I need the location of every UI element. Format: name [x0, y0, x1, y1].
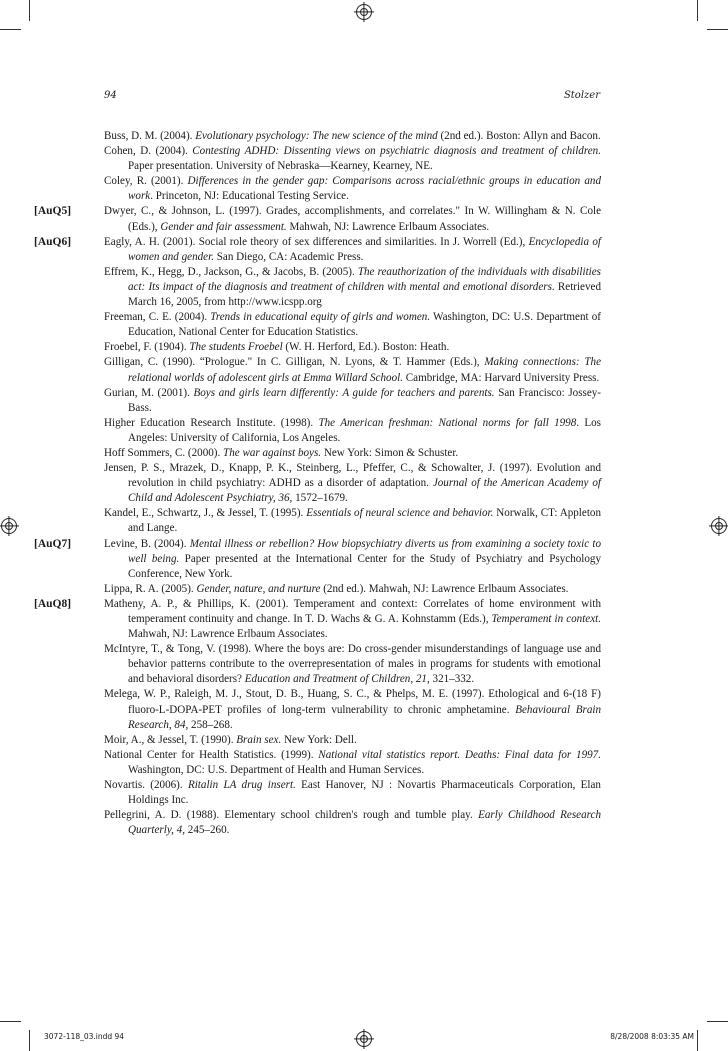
reference-text: Washington, DC: U.S. Department of Education, National Center for Education Statistics.	[128, 311, 601, 339]
reference-entry	[34, 537, 602, 582]
reference-title: Essentials of neural science and behavior.	[306, 507, 494, 520]
crop-mark	[29, 0, 30, 21]
crop-mark	[707, 29, 728, 30]
registration-mark-icon	[356, 4, 372, 20]
reference-text: San Diego, CA: Academic Press.	[213, 250, 364, 263]
reference-text: 258–268.	[188, 718, 233, 731]
reference-entry	[104, 310, 601, 340]
reference-text: Higher Education Research Institute. (1998).	[104, 416, 319, 429]
reference-text: Cohen, D. (2004).	[104, 145, 193, 158]
crop-mark	[707, 1021, 728, 1022]
reference-title: Brain sex.	[236, 733, 282, 746]
reference-entry	[104, 446, 601, 461]
reference-entry	[34, 204, 601, 234]
reference-text: Washington, DC: U.S. Department of Health and Human Services.	[128, 763, 425, 776]
reference-text: Lippa, R. A. (2005).	[104, 582, 197, 595]
reference-entry	[104, 582, 601, 597]
reference-entry	[104, 355, 601, 385]
reference-title: Temperament in context.	[491, 613, 601, 625]
reference-text: Levine, B. (2004).	[104, 537, 190, 550]
file-info: 3072-118_03.indd 94	[44, 1032, 125, 1041]
reference-text: Effrem, K., Hegg, D., Jackson, G., & Jacobs, B. (2005).	[104, 265, 358, 278]
reference-text: Kandel, E., Schwartz, J., & Jessel, T. (1995).	[104, 507, 307, 520]
crop-mark	[29, 1030, 30, 1051]
reference-title: The war against boys.	[223, 446, 322, 459]
reference-list	[34, 129, 602, 838]
reference-title: Evolutionary psychology: The new science of the mind	[195, 130, 438, 142]
reference-text: Coley, R. (2001).	[104, 175, 188, 188]
reference-entry	[104, 144, 601, 174]
reference-entry	[34, 235, 601, 265]
reference-text: . Retrieved March 16, 2005, from http://www.icspp.org	[128, 280, 601, 309]
registration-mark-icon	[1, 518, 17, 534]
reference-entry	[104, 416, 601, 446]
reference-text: Freeman, C. E. (2004).	[104, 311, 211, 324]
reference-entry	[104, 748, 601, 778]
reference-text: Cambridge, MA: Harvard University Press.	[402, 371, 600, 384]
reference-text: Paper presented at the International Center for the Study of Psychiatry and Psychology Conference, New York.	[128, 552, 602, 580]
reference-text: Norwalk, CT: Appleton and Lange.	[128, 507, 601, 535]
reference-text: Paper presentation. University of Nebraska—Kearney, Kearney, NE.	[128, 160, 433, 173]
reference-text: Pellegrini, A. D. (1988). Elementary school children's rough and tumble play.	[104, 809, 479, 822]
reference-text: 1572–1679.	[292, 492, 348, 505]
reference-entry	[104, 506, 601, 536]
reference-title: Behavioural Brain Research, 84,	[128, 703, 602, 731]
reference-text: Novartis. (2006).	[104, 779, 188, 792]
crop-mark	[697, 0, 698, 21]
reference-entry	[34, 597, 601, 642]
reference-text: Buss, D. M. (2004).	[104, 130, 196, 142]
reference-title: Contesting ADHD: Dissenting views on psychiatric diagnosis and treatment of children.	[192, 145, 601, 158]
reference-text: (2nd ed.). Mahwah, NJ: Lawrence Erlbaum Associates.	[320, 582, 569, 595]
reference-text: Mahwah, NJ: Lawrence Erlbaum Associates.	[128, 628, 328, 641]
page-number: 94	[104, 90, 117, 101]
page-footer	[44, 1032, 694, 1044]
reference-title: Making connections: The relational worlds of adolescent girls at Emma Willard School.	[128, 356, 601, 384]
reference-text: Jensen, P. S., Mrazek, D., Knapp, P. K., Steinberg, L., Pfeffer, C., & Schowalter, J. (1997). Evolution and revolution in child psychiatry: ADHD as a disorder of adaptation.	[104, 462, 601, 490]
reference-text: 245–260.	[185, 824, 230, 837]
reference-title: Boys and girls learn differently: A guide for teachers and parents.	[193, 386, 495, 399]
reference-title: Mental illness or rebellion? How biopsychiatry diverts us from examining a society toxic to well being.	[128, 537, 601, 565]
author-query-tag: [AuQ5]	[34, 205, 72, 218]
reference-text: Gilligan, C. (1990). “Prologue." In C. Gilligan, N. Lyons, & T. Hammer (Eds.),	[104, 356, 485, 369]
reference-text: New York: Dell.	[281, 733, 357, 746]
reference-text: Froebel, F. (1904).	[104, 341, 190, 354]
reference-title: Differences in the gender gap: Comparisons across racial/ethnic groups in education and work	[128, 175, 601, 203]
author-query-tag: [AuQ7]	[34, 537, 72, 550]
reference-title: Gender and fair assessment.	[160, 220, 287, 233]
reference-title: Education and Treatment of Children, 21,	[244, 673, 430, 686]
author-query-tag: [AuQ8]	[34, 597, 72, 610]
reference-text: San Francisco: Jossey-Bass.	[128, 386, 601, 414]
reference-text: (W. H. Herford, Ed.). Boston: Heath.	[282, 341, 450, 354]
crop-mark	[0, 1021, 21, 1022]
reference-text: Mahwah, NJ: Lawrence Erlbaum Associates.	[286, 220, 490, 233]
reference-text: (2nd ed.). Boston: Allyn and Bacon.	[437, 130, 601, 142]
reference-text: Eagly, A. H. (2001). Social role theory of sex differences and similarities. In J. Worrell (Ed.),	[104, 235, 529, 248]
reference-text: Hoff Sommers, C. (2000).	[104, 446, 224, 459]
reference-entry	[104, 808, 601, 838]
reference-title: The students Froebel	[189, 341, 283, 354]
reference-entry	[104, 461, 601, 506]
reference-entry	[104, 687, 601, 732]
timestamp: 8/28/2008 8:03:35 AM	[610, 1032, 694, 1041]
reference-text: Gurian, M. (2001).	[104, 386, 194, 399]
crop-mark	[697, 1030, 698, 1051]
reference-entry	[104, 174, 601, 204]
running-head: Stolzer	[563, 90, 600, 101]
registration-mark-icon	[711, 518, 727, 534]
reference-title: The reauthorization of the individuals with disabilities act: Its impact of the diagnosis and treatment of children with mental and emotional disorders	[128, 265, 601, 293]
reference-entry	[104, 386, 601, 416]
reference-entry	[104, 778, 601, 808]
reference-title: Early Childhood Research Quarterly, 4,	[128, 809, 602, 837]
reference-title: Ritalin LA drug insert.	[187, 779, 296, 792]
reference-title: Journal of the American Academy of Child and Adolescent Psychiatry, 36,	[128, 477, 601, 505]
reference-entry	[104, 642, 601, 687]
crop-mark	[0, 29, 21, 30]
reference-text: New York: Simon & Schuster.	[321, 446, 459, 459]
author-query-tag: [AuQ6]	[34, 235, 72, 248]
reference-text: McIntyre, T., & Tong, V. (1998). Where the boys are: Do cross-gender misunderstandings of language use and behavior patterns contribute to the overrepresentation of males in programs for students with emotional and behavioral disorders?	[104, 643, 601, 686]
reference-text: Melega, W. P., Raleigh, M. J., Stout, D. B., Huang, S. C., & Phelps, M. E. (1997). Ethological and 6-(18 F) fluoro-L-DOPA-PET profiles of long-term vulnerability to chronic amphetamine.	[104, 688, 601, 716]
reference-title: The American freshman: National norms for fall 1998	[318, 416, 577, 429]
reference-text: Moir, A., & Jessel, T. (1990).	[104, 733, 237, 746]
reference-entry	[104, 265, 601, 310]
reference-text: . Princeton, NJ: Educational Testing Service.	[150, 190, 349, 203]
reference-text: Matheny, A. P., & Phillips, K. (2001). Temperament and context: Correlates of home environment with temperament continuity and change. In T. D. Wachs & G. A. Kohnstamm (Eds.),	[104, 597, 601, 625]
reference-title: Trends in educational equity of girls and women.	[210, 311, 431, 324]
reference-title: National vital statistics report. Deaths: Final data for 1997.	[318, 748, 601, 761]
reference-text: East Hanover, NJ : Novartis Pharmaceuticals Corporation, Elan Holdings Inc.	[128, 779, 601, 807]
reference-entry	[104, 340, 601, 355]
reference-text: Dwyer, C., & Johnson, L. (1997). Grades, accomplishments, and correlates." In W. Willingham & N. Cole (Eds.),	[104, 205, 601, 233]
page-header	[104, 90, 600, 104]
reference-text: . Los Angeles: University of California, Los Angeles.	[128, 416, 602, 444]
reference-text: National Center for Health Statistics. (1999).	[104, 748, 319, 761]
reference-title: Gender, nature, and nurture	[196, 582, 321, 595]
reference-text: 321–332.	[429, 673, 475, 686]
reference-entry	[104, 129, 601, 144]
reference-title: Encyclopedia of women and gender.	[128, 235, 601, 263]
reference-entry	[104, 733, 601, 748]
